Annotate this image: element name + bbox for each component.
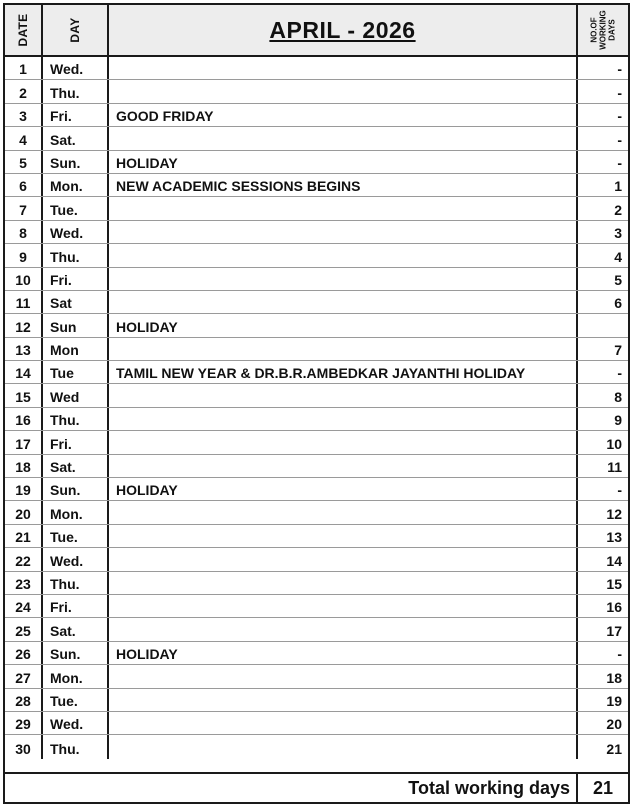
row-day: Wed.: [43, 221, 109, 243]
table-row: [5, 221, 628, 244]
table-header: [5, 5, 628, 57]
row-working-day: 3: [614, 225, 622, 242]
row-event: [109, 548, 578, 570]
row-day: Mon.: [43, 174, 109, 196]
row-date: 10: [5, 268, 43, 290]
row-date: 29: [5, 712, 43, 734]
row-day: Wed: [43, 384, 109, 406]
date-column-header: [5, 5, 43, 55]
row-day: Sat.: [43, 455, 109, 477]
total-working-days-value: 21: [592, 777, 614, 798]
row-date: 23: [5, 572, 43, 594]
row-day: Thu.: [43, 572, 109, 594]
row-event: [109, 197, 578, 219]
row-date: 26: [5, 642, 43, 664]
table-row: [5, 57, 628, 80]
row-date: 2: [5, 80, 43, 102]
row-working-day: -: [617, 365, 622, 382]
table-row: [5, 104, 628, 127]
row-event: [109, 455, 578, 477]
row-event: [109, 735, 578, 758]
row-date: 19: [5, 478, 43, 500]
row-date: 11: [5, 291, 43, 313]
row-working-day: 12: [606, 505, 622, 522]
row-day: Fri.: [43, 431, 109, 453]
row-working-day: 2: [614, 201, 622, 218]
row-working-day: -: [617, 131, 622, 148]
table-row: [5, 314, 628, 337]
table-row: [5, 548, 628, 571]
row-day: Sun.: [43, 478, 109, 500]
working-days-column-header: [578, 5, 628, 55]
row-date: 25: [5, 618, 43, 640]
row-day: Mon.: [43, 501, 109, 523]
row-day: Mon: [43, 338, 109, 360]
table-row: [5, 689, 628, 712]
row-event: [109, 221, 578, 243]
table-row: [5, 712, 628, 735]
row-working-day: 8: [614, 388, 622, 405]
row-event: [109, 268, 578, 290]
row-event: [109, 80, 578, 102]
row-day: Fri.: [43, 268, 109, 290]
row-event: [109, 525, 578, 547]
table-row: [5, 268, 628, 291]
row-day: Thu.: [43, 80, 109, 102]
row-working-day: 10: [606, 435, 622, 452]
row-date: 14: [5, 361, 43, 383]
table-row: [5, 244, 628, 267]
table-row: [5, 291, 628, 314]
row-day: Wed.: [43, 548, 109, 570]
row-event: [109, 384, 578, 406]
row-working-day: -: [617, 108, 622, 125]
row-working-day: -: [617, 646, 622, 663]
row-working-day: 17: [606, 622, 622, 639]
table-row: [5, 572, 628, 595]
table-body: [5, 57, 628, 759]
day-header-label: DAY: [68, 17, 82, 43]
row-working-day: -: [617, 482, 622, 499]
row-day: Wed.: [43, 712, 109, 734]
row-event: TAMIL NEW YEAR & DR.B.R.AMBEDKAR JAYANTHI HOLIDAY: [109, 361, 578, 383]
row-date: 4: [5, 127, 43, 149]
row-event: [109, 244, 578, 266]
row-day: Sat: [43, 291, 109, 313]
row-date: 13: [5, 338, 43, 360]
working-days-header-label: NO.OF WORKING DAYS: [589, 10, 617, 50]
row-event: NEW ACADEMIC SESSIONS BEGINS: [109, 174, 578, 196]
table-row: [5, 197, 628, 220]
row-date: 1: [5, 57, 43, 79]
row-working-day: 13: [606, 529, 622, 546]
row-event: [109, 665, 578, 687]
month-title-cell: [109, 5, 578, 55]
row-working-day: 11: [607, 459, 622, 476]
row-event: GOOD FRIDAY: [109, 104, 578, 126]
row-working-day: 21: [606, 740, 622, 757]
row-working-day: [578, 314, 628, 336]
table-row: [5, 595, 628, 618]
row-working-day: 7: [614, 342, 622, 359]
row-date: 7: [5, 197, 43, 219]
row-date: 24: [5, 595, 43, 617]
row-working-day: -: [617, 61, 622, 78]
table-footer: [5, 772, 628, 802]
row-event: [109, 689, 578, 711]
table-row: [5, 618, 628, 641]
row-date: 8: [5, 221, 43, 243]
row-date: 15: [5, 384, 43, 406]
row-day: Wed.: [43, 57, 109, 79]
row-date: 20: [5, 501, 43, 523]
row-date: 6: [5, 174, 43, 196]
row-date: 28: [5, 689, 43, 711]
row-day: Sat.: [43, 618, 109, 640]
date-header-label: DATE: [16, 13, 30, 47]
row-day: Tue: [43, 361, 109, 383]
row-event: [109, 618, 578, 640]
row-day: Sun: [43, 314, 109, 336]
table-row: [5, 665, 628, 688]
row-event: [109, 127, 578, 149]
table-row: [5, 338, 628, 361]
row-event: HOLIDAY: [109, 478, 578, 500]
row-working-day: 1: [614, 178, 622, 195]
page-title: APRIL - 2026: [269, 16, 416, 43]
table-row: [5, 455, 628, 478]
row-date: 5: [5, 151, 43, 173]
row-day: Sat.: [43, 127, 109, 149]
day-column-header: [43, 5, 109, 55]
table-row: [5, 408, 628, 431]
row-working-day: 4: [614, 248, 622, 265]
row-date: 17: [5, 431, 43, 453]
row-date: 3: [5, 104, 43, 126]
row-day: Tue.: [43, 197, 109, 219]
row-day: Thu.: [43, 408, 109, 430]
total-working-days-label: Total working days: [5, 774, 578, 802]
row-event: [109, 338, 578, 360]
row-working-day: 20: [606, 716, 622, 733]
row-date: 12: [5, 314, 43, 336]
table-row: [5, 174, 628, 197]
row-event: [109, 431, 578, 453]
row-date: 21: [5, 525, 43, 547]
table-row: [5, 431, 628, 454]
table-row: [5, 642, 628, 665]
row-event: [109, 712, 578, 734]
table-row: [5, 127, 628, 150]
row-working-day: 5: [614, 271, 622, 288]
row-working-day: 16: [606, 599, 622, 616]
table-row: [5, 735, 628, 758]
row-working-day: 9: [614, 412, 622, 429]
table-row: [5, 151, 628, 174]
row-working-day: 19: [606, 692, 622, 709]
row-working-day: -: [617, 154, 622, 171]
row-day: Thu.: [43, 244, 109, 266]
row-working-day: 18: [606, 669, 622, 686]
row-event: [109, 572, 578, 594]
row-event: HOLIDAY: [109, 151, 578, 173]
row-event: [109, 501, 578, 523]
row-day: Fri.: [43, 104, 109, 126]
calendar-table: [3, 3, 630, 804]
row-event: HOLIDAY: [109, 314, 578, 336]
row-working-day: 6: [614, 295, 622, 312]
row-day: Fri.: [43, 595, 109, 617]
table-row: [5, 80, 628, 103]
row-event: [109, 595, 578, 617]
row-event: HOLIDAY: [109, 642, 578, 664]
table-row: [5, 478, 628, 501]
row-date: 27: [5, 665, 43, 687]
row-date: 16: [5, 408, 43, 430]
row-date: 18: [5, 455, 43, 477]
row-event: [109, 408, 578, 430]
row-date: 30: [5, 735, 43, 758]
row-working-day: -: [617, 84, 622, 101]
table-row: [5, 361, 628, 384]
row-day: Sun.: [43, 642, 109, 664]
row-day: Tue.: [43, 689, 109, 711]
row-event: [109, 57, 578, 79]
table-row: [5, 525, 628, 548]
row-day: Tue.: [43, 525, 109, 547]
row-day: Thu.: [43, 735, 109, 758]
row-working-day: 15: [606, 575, 622, 592]
row-day: Sun.: [43, 151, 109, 173]
row-day: Mon.: [43, 665, 109, 687]
row-date: 9: [5, 244, 43, 266]
row-date: 22: [5, 548, 43, 570]
row-event: [109, 291, 578, 313]
row-working-day: 14: [606, 552, 622, 569]
table-row: [5, 501, 628, 524]
table-row: [5, 384, 628, 407]
